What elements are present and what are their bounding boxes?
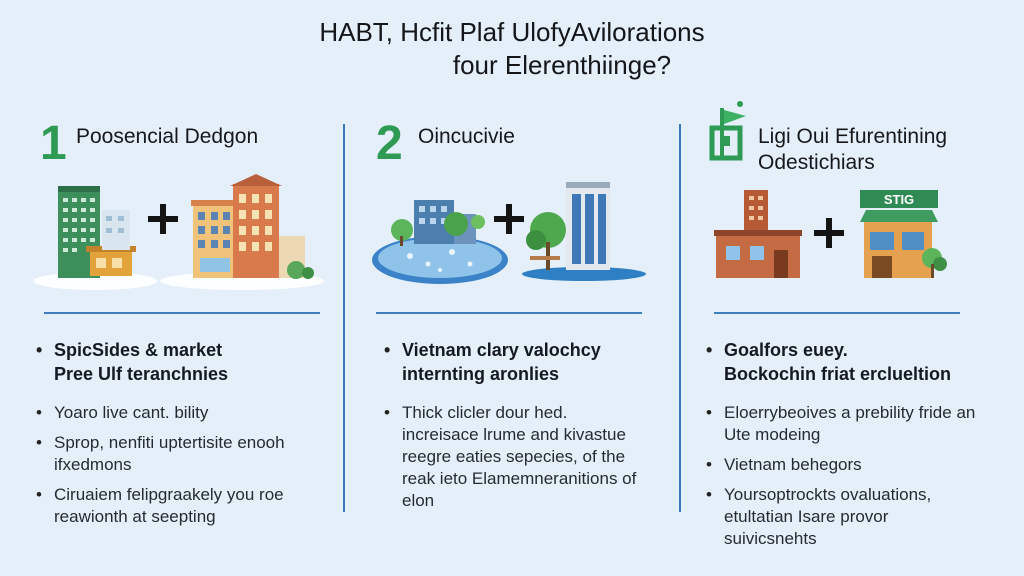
main-point-text: Goalfors euey. bbox=[724, 340, 848, 360]
brick-houses bbox=[714, 190, 802, 278]
column-divider-2 bbox=[679, 124, 681, 512]
column-2-header bbox=[360, 112, 660, 172]
shop-sign-text: STIG bbox=[883, 192, 915, 207]
column-1 bbox=[30, 112, 330, 552]
page-title bbox=[0, 16, 1024, 82]
title-line-2: four Elerenthiinge? bbox=[452, 50, 672, 80]
column-2-sub-points bbox=[378, 402, 648, 520]
column-1-rule bbox=[44, 312, 320, 314]
green-tower-building bbox=[58, 186, 136, 278]
office-tower-with-tree bbox=[522, 182, 646, 281]
plus-icon bbox=[148, 204, 178, 234]
main-point bbox=[378, 338, 668, 386]
sub-point: • Vietnam behegors bbox=[700, 454, 980, 476]
column-3-rule bbox=[714, 312, 960, 314]
sub-point: • Eloerrybeoives a prebility fride an Ute modeing bbox=[700, 402, 980, 446]
column-3 bbox=[700, 112, 1000, 552]
column-2-illustration bbox=[360, 174, 660, 294]
column-1-main-points bbox=[30, 338, 330, 386]
apartment-buildings bbox=[191, 174, 314, 279]
column-3-heading-line-1: Ligi Oui Efurentining bbox=[758, 125, 948, 148]
main-point bbox=[30, 338, 330, 386]
main-point-text: internting aronlies bbox=[402, 364, 560, 384]
sub-point: • Yoursoptrockts ovaluations, etultatian Isare provor suivicsnehts bbox=[700, 484, 980, 550]
main-point bbox=[700, 338, 1000, 386]
column-3-illustration bbox=[700, 174, 1000, 294]
column-3-header bbox=[700, 112, 1000, 172]
column-3-heading-line-2: Odestichiars bbox=[758, 151, 875, 174]
sub-point: • Ciruaiem felipgraakely you roe reawionth at seepting bbox=[30, 484, 320, 528]
column-2-main-points bbox=[378, 338, 668, 386]
sub-point: • Thick clicler dour hed. increisace lrume and kivastue reegre eaties sepecies, of the reak ieto Elamemneranitions of elon bbox=[378, 402, 648, 512]
column-1-header bbox=[30, 112, 330, 172]
flag-icon bbox=[706, 98, 752, 162]
main-point-text: Vietnam clary valochcy bbox=[402, 340, 601, 360]
step-number-2: 2 bbox=[376, 117, 403, 170]
sub-point: • Sprop, nenfiti uptertisite enooh ifxedmons bbox=[30, 432, 320, 476]
column-1-illustration bbox=[30, 174, 330, 294]
column-1-sub-points bbox=[30, 402, 320, 536]
column-2 bbox=[360, 112, 660, 552]
column-1-heading: Poosencial Dedgon bbox=[76, 125, 259, 148]
plus-icon bbox=[494, 204, 524, 234]
column-2-heading: Oincucivie bbox=[418, 125, 515, 148]
shop-storefront bbox=[860, 190, 947, 278]
sub-point: • Yoaro live cant. bility bbox=[30, 402, 320, 424]
column-3-main-points bbox=[700, 338, 1000, 386]
column-2-rule bbox=[376, 312, 642, 314]
title-line-1: HABT, Hcfit Plaf UlofyAvilorations bbox=[319, 17, 705, 47]
step-number-1: 1 bbox=[40, 117, 67, 170]
column-3-sub-points bbox=[700, 402, 980, 558]
plus-icon bbox=[814, 218, 844, 248]
waterfront-city bbox=[372, 200, 508, 284]
column-divider-1 bbox=[343, 124, 345, 512]
column-3-heading bbox=[758, 124, 947, 176]
main-point-text: Pree Ulf teranchnies bbox=[54, 364, 229, 384]
main-point-text: SpicSides & market bbox=[54, 340, 223, 360]
main-point-text: Bockochin friat erclueltion bbox=[724, 364, 952, 384]
